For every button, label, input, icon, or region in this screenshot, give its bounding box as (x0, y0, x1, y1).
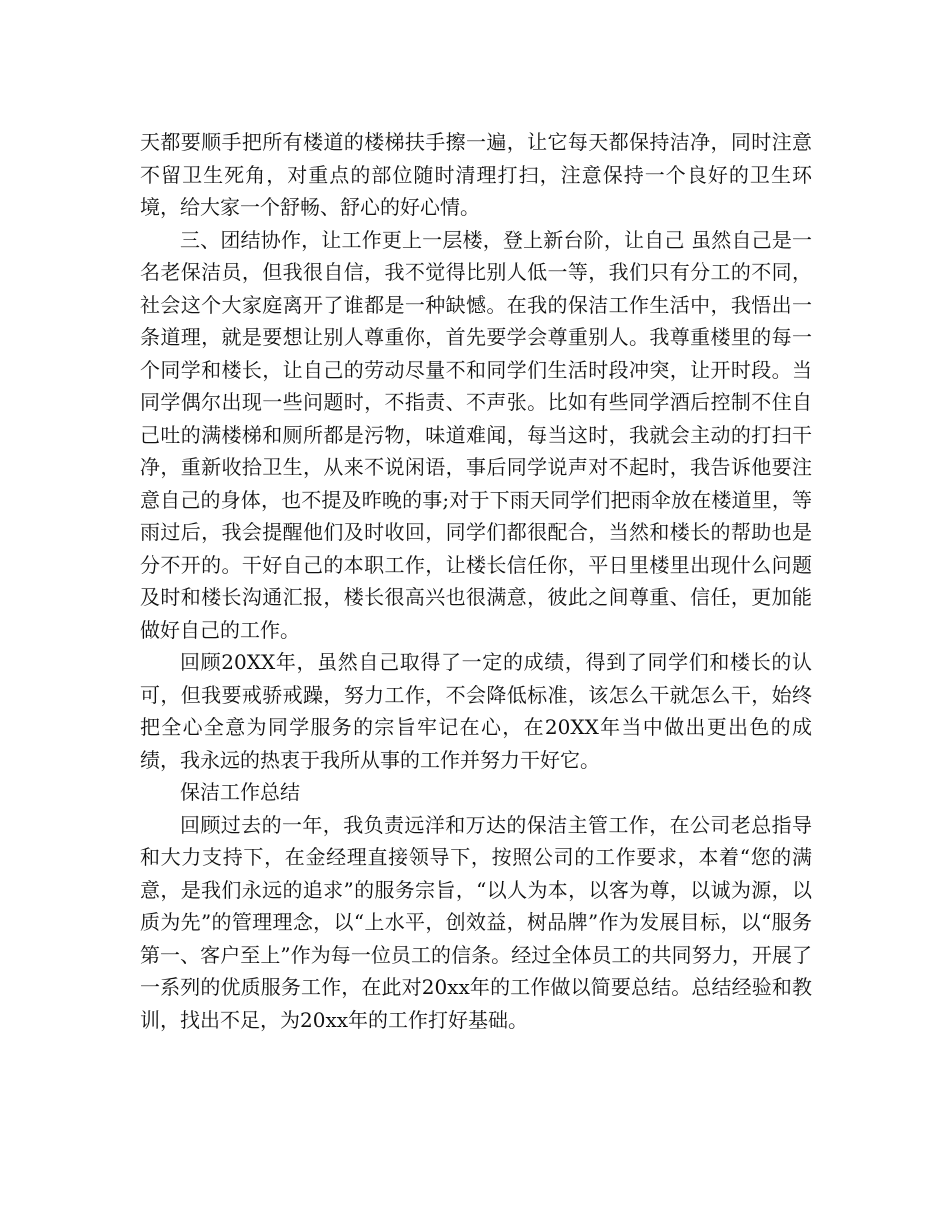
paragraph-review: 回顾20XX年，虽然自己取得了一定的成绩，得到了同学们和楼长的认可，但我要戒骄戒躁，努力工作，不会降低标准，该怎么干就怎么干，始终把全心全意为同学服务的宗旨牢记在心，在20XX年当中做出更出色的成绩，我永远的热衷于我所从事的工作并努力干好它。 (140, 650, 812, 772)
paragraph-teamwork: 三、团结协作，让工作更上一层楼，登上新台阶，让自己 虽然自己是一名老保洁员，但我很自信，我不觉得比别人低一等，我们只有分工的不同，社会这个大家庭离开了谁都是一种缺憾。在我的保洁工作生活中，我悟出一条道理，就是要想让别人尊重你，首先要学会尊重别人。我尊重楼里的每一个同学和楼长，让自己的劳动尽量不和同学们生活时段冲突，让开时段。当同学偶尔出现一些问题时，不指责、不声张。比如有些同学酒后控制不住自己吐的满楼梯和厕所都是污物，味道难闻，每当这时，我就会主动的打扫干净，重新收拾卫生，从来不说闲语，事后同学说声对不起时，我告诉他要注意自己的身体，也不提及昨晚的事;对于下雨天同学们把雨伞放在楼道里，等雨过后，我会提醒他们及时收回，同学们都很配合，当然和楼长的帮助也是分不开的。干好自己的本职工作，让楼长信任你，平日里楼里出现什么问题及时和楼长沟通汇报，楼长很高兴也很满意，彼此之间尊重、信任，更加能做好自己的工作。 (140, 227, 812, 642)
document-body (140, 126, 812, 1036)
paragraph-summary: 回顾过去的一年，我负责远洋和万达的保洁主管工作，在公司老总指导和大力支持下，在金经理直接领导下，按照公司的工作要求，本着“您的满意，是我们永远的追求”的服务宗旨，“以人为本，以客为尊，以诚为源，以质为先”的管理理念，以“上水平，创效益，树品牌”作为发展目标，以“服务第一、客户至上”作为每一位员工的信条。经过全体员工的共同努力，开展了一系列的优质服务工作，在此对20xx年的工作做以简要总结。总结经验和教训，找出不足，为20xx年的工作打好基础。 (140, 812, 812, 1032)
paragraph-continuation: 天都要顺手把所有楼道的楼梯扶手擦一遍，让它每天都保持洁净，同时注意不留卫生死角，对重点的部位随时清理打扫，注意保持一个良好的卫生环境，给大家一个舒畅、舒心的好心情。 (140, 130, 812, 219)
section-heading: 保洁工作总结 (180, 780, 300, 804)
